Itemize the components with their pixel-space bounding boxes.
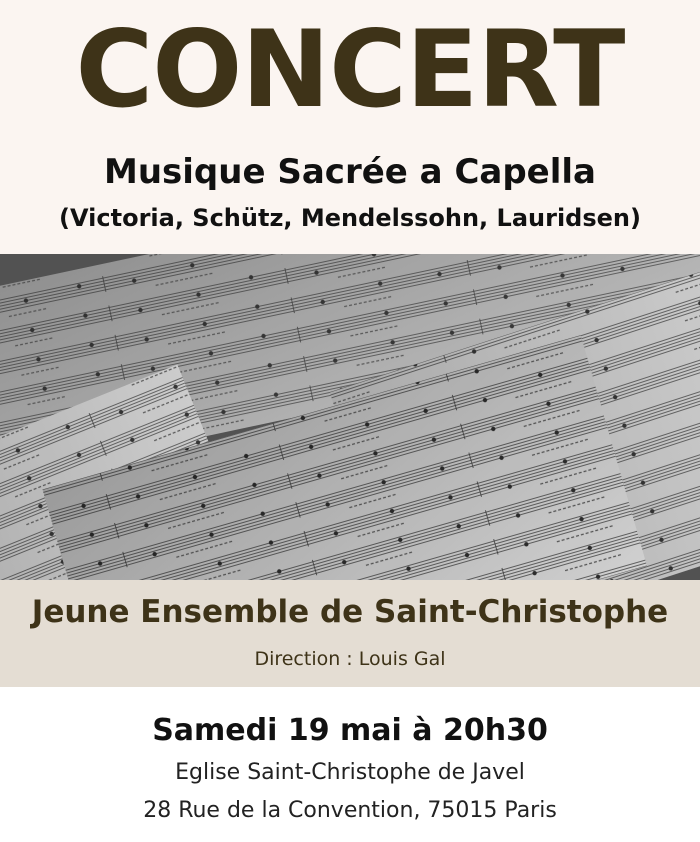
sheet-music-photo bbox=[0, 254, 700, 580]
event-date: Samedi 19 mai à 20h30 bbox=[152, 713, 548, 748]
ensemble-band bbox=[0, 580, 700, 687]
event-venue: Eglise Saint-Christophe de Javel bbox=[175, 760, 525, 785]
sheet-music-image bbox=[0, 254, 700, 580]
ensemble-name: Jeune Ensemble de Saint-Christophe bbox=[31, 594, 669, 630]
event-address: 28 Rue de la Convention, 75015 Paris bbox=[143, 798, 557, 823]
event-details bbox=[0, 687, 700, 842]
composer-list: (Victoria, Schütz, Mendelssohn, Lauridsen) bbox=[59, 204, 641, 232]
poster-subtitle: Musique Sacrée a Capella bbox=[103, 152, 596, 192]
poster-title: CONCERT bbox=[75, 8, 625, 131]
conductor-line: Direction : Louis Gal bbox=[254, 648, 446, 670]
poster-header bbox=[0, 0, 700, 254]
